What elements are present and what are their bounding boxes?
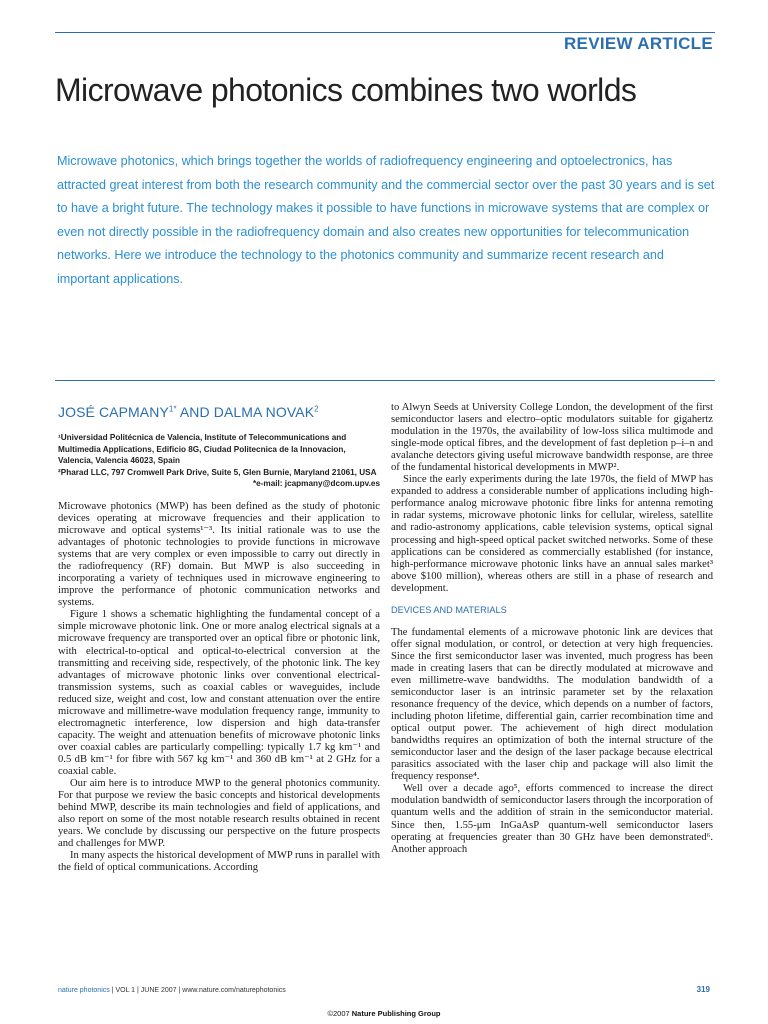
section-label: REVIEW ARTICLE	[563, 34, 713, 53]
copyright-prefix: ©2007	[327, 1009, 352, 1018]
body-paragraph: Figure 1 shows a schematic highlighting the fundamental concept of a simple microwave photonic link. One or more analog electrical signals at a microwave frequency are transported over an optical fibre or photonic link, with electrical-to-optical and optical-to-electrical conversion at the transmitting and receiving side, respectively, of the photonic link. The key advantages of microwave photonic links over conventional electrical-transmission systems, such as coaxial cables or waveguides, include reduced size, weight and cost, low and constant attenuation over the entire microwave and millimetre-wave modulation frequency range, immunity to electromagnetic interference, low dispersion and high data-transfer capacity. The weight and attenuation benefits of microwave photonic links over coaxial cables are particularly compelling: typically 1.7 kg km⁻¹ and 0.5 dB km⁻¹ for fibre with 567 kg km⁻¹ and 360 dB km⁻¹ at 2 GHz for a coaxial cable.	[58, 609, 380, 777]
author-1-mark: 1*	[168, 404, 177, 414]
contact-email[interactable]: *e-mail: jcapmany@dcom.upv.es	[252, 479, 380, 489]
affiliation-1: ¹Universidad Politécnica de Valencia, Institute of Telecommunications and Multimedia Applications, Edificio 8G, Ciudad Politecnica de la Innovacion, Valencia, Valencia 46023, Spain	[58, 433, 347, 466]
left-column	[58, 402, 380, 874]
publisher-name: Nature Publishing Group	[351, 1009, 441, 1018]
body-paragraph: The fundamental elements of a microwave photonic link are devices that offer signal modulation, or control, or detection at very high frequencies. Since the first semiconductor laser was invented, much progress has been made in creating lasers that can be directly modulated at microwave and even millimetre-wave bandwidths. The modulation bandwidth of a semiconductor laser is an intrinsic parameter set by the relaxation resonance frequency of the device, which depends on a number of factors, including photon lifetime, differential gain, carrier recombination time and optical output power. The achievement of high direct modulation bandwidths requires an optimization of both the internal structure of the semiconductor laser and the design of the laser package because electrical parasitics associated with the laser chip and package will also limit the frequency response⁴.	[391, 626, 713, 783]
body-paragraph: In many aspects the historical development of MWP runs in parallel with the field of optical communications. According	[58, 850, 380, 874]
abstract-divider	[55, 380, 715, 381]
abstract: Microwave photonics, which brings together the worlds of radiofrequency engineering and optoelectronics, has attracted great interest from both the research community and the commercial sector over the past 30 years and is set to have a bright future. The technology makes it possible to have functions in microwave systems that are complex or even not directly possible in the radiofrequency domain and also creates new opportunities for telecommunication networks. Here we introduce the technology to the photonics community and summarize recent research and important applications.	[57, 154, 715, 286]
author-joiner: AND	[176, 404, 214, 420]
page-number: 319	[696, 985, 710, 994]
citation-text[interactable]: | VOL 1 | JUNE 2007 | www.nature.com/naturephotonics	[109, 987, 286, 994]
body-paragraph: to Alwyn Seeds at University College London, the development of the first semiconductor lasers and electro–optic modulators suitable for gigahertz modulation in the 1970s, the availability of low-loss silica multimode and single-mode optical fibres, and the development of fast depletion p–i–n and avalanche detectors giving useful microwave bandwidth response, are three of the fundamental historical developments in MWP².	[391, 402, 713, 474]
affiliation-2: ²Pharad LLC, 797 Cromwell Park Drive, Suite 5, Glen Burnie, Maryland 21061, USA	[58, 467, 377, 477]
footer-citation	[58, 987, 286, 994]
article-title: Microwave photonics combines two worlds	[55, 72, 637, 108]
right-column	[391, 402, 713, 856]
body-paragraph: Since the early experiments during the late 1970s, the field of MWP has expanded to address a considerable number of applications including high-performance analog microwave photonic fibre links for antenna remoting in radar systems, microwave photonic links for cellular, wireless, satellite and radio-astronomy applications, cable television systems, optical signal processing and high-speed optical packet switched networks. Some of these applications can be considered as commercially established (for instance, high-performance microwave photonic links have an annual sales market³ above $100 million), whereas others are still in a phase of research and development.	[391, 474, 713, 594]
header-rule	[55, 32, 715, 33]
body-paragraph: Our aim here is to introduce MWP to the general photonics community. For that purpose we review the basic concepts and historical developments behind MWP, describe its main technologies and field of applications, and also report on some of the most notable research results obtained in recent years. We conclude by discussing our perspective on the future prospects and challenges for MWP.	[58, 778, 380, 850]
body-paragraph: Well over a decade ago⁵, efforts commenced to increase the direct modulation bandwidth of semiconductor lasers through the incorporation of quantum wells and the addition of strain in the semiconductor material. Since then, 1.55-μm InGaAsP quantum-well semiconductor lasers operating at frequencies greater than 30 GHz have been demonstrated⁶. Another approach	[391, 783, 713, 855]
author-1: JOSÉ CAPMANY	[58, 404, 169, 420]
author-line	[58, 404, 380, 420]
section-heading: DEVICES AND MATERIALS	[391, 604, 507, 615]
journal-name: nature photonics	[58, 987, 110, 994]
author-2: DALMA NOVAK	[213, 404, 315, 420]
copyright-line	[0, 1009, 768, 1018]
body-paragraph: Microwave photonics (MWP) has been defined as the study of photonic devices operating at microwave frequencies and their application to microwave and optical systems¹⁻³. Its initial rationale was to use the advantages of photonic technologies to provide functions in microwave systems that are very complex or even impossible to carry out directly in the radiofrequency (RF) domain. But MWP is also succeeding in incorporating a variety of techniques used in microwave engineering to improve the performance of photonic communication networks and systems.	[58, 500, 380, 609]
author-2-mark: 2	[314, 404, 319, 414]
